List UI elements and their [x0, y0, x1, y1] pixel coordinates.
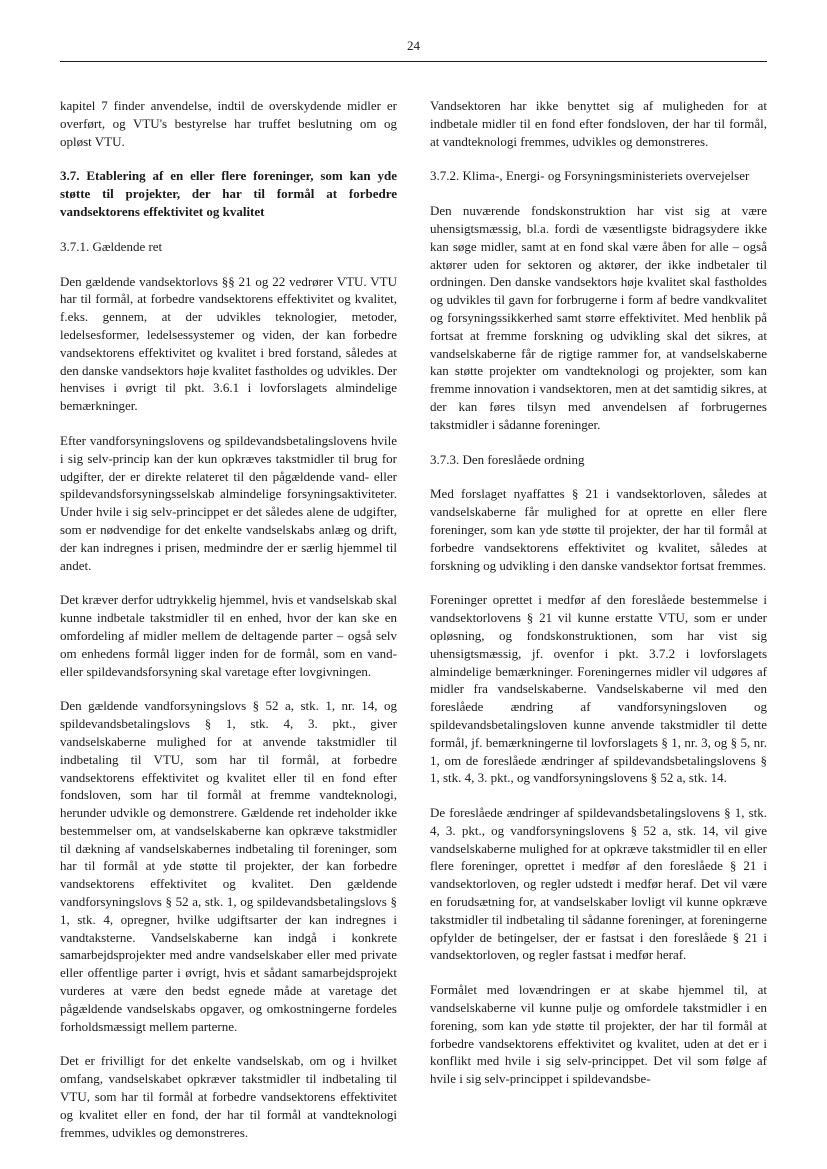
- paragraph: Den gældende vandsektorlovs §§ 21 og 22 vedrører VTU. VTU har til formål, at forbedre vandsektorens effektivitet og kvalitet, f.eks. gennem, at der udvikles teknologier, metoder, ledelsesformer, ledelsessystemer og viden, der kan forbedre vandsektorens effektivitet og kvalitet i bred forstand, således at den danske vandsektors høje kvalitet fastholdes og udvikles. Der henvises i øvrigt til pkt. 3.6.1 i lovforslagets almindelige bemærkninger.: [60, 273, 397, 414]
- paragraph: Den gældende vandforsyningslovs § 52 a, stk. 1, nr. 14, og spildevandsbetalingslovs § 1, stk. 4, 3. pkt., giver vandselskaberne mulighed for at anvende takstmidler til indbetaling til VTU, som har til formål, at forbedre vandsektorens effektivitet og kvalitet eller til en fond efter fondsloven, som har til formål at fremme vandteknologi, herunder udvikle og demonstrere. Gældende ret indeholder ikke bestemmelser om, at vandselskaberne kan opkræve takstmidler til dækning af vandselskabernes indbetaling til foreninger, som har til formål at yde støtte til projekter, der kan forbedre vandsektorens effektivitet og kvalitet. Den gældende vandforsyningslovs § 52 a, stk. 1, og spildevandsbetalingslovs § 1, stk. 4, opregner, hvilke udgiftsarter der kan indregnes i vandtaksterne. Vandselskaberne kan indgå i konkrete samarbejdsprojekter med andre vandselskaber eller med private eller offentlige parter i øvrigt, hvis et sådant samarbejdsprojekt vurderes at være den bedst egnede måde at varetage det pågældende vandselskabs opgaver, og omkostningerne fordeles forholdsmæssigt mellem parterne.: [60, 698, 397, 1034]
- paragraph: Den nuværende fondskonstruktion har vist sig at være uhensigtsmæssig, bl.a. fordi de væsentligste bidragsydere ikke kan søge midler, samt at en fond skal være åben for alle – også aktører uden for sektoren og aktører, der ikke indbetaler til ordningen. Den danske vandsektors høje kvalitet skal fastholdes og udvikles til gavn for forbrugerne i form af bedre vandkvalitet og forsyningssikkerhed samt større effektivitet. Med henblik på fortsat at fremme forskning og udvikling skal det sikres, at vandselskaberne får de rigtige rammer for, at vandselskaberne kan støtte projekter om vandteknologi og projekter, som kan fremme innovation i vandsektoren, men at det samtidig sikres, at der kan føres tilsyn med anvendelsen af forbrugernes takstmidler i sådanne foreninger.: [430, 203, 767, 432]
- subsection-heading-3-7-3: 3.7.3. Den foreslåede ordning: [430, 451, 585, 467]
- subsection-heading-3-7-2: 3.7.2. Klima-, Energi- og Forsyningsministeriets overvejelser: [430, 168, 750, 184]
- paragraph: De foreslåede ændringer af spildevandsbetalingslovens § 1, stk. 4, 3. pkt., og vandforsyningslovens § 52 a, stk. 14, vil give vandselskaberne mulighed for at opkræve takstmidler til en eller flere foreninger, oprettet i medfør af den foreslåede § 21 i vandsektorloven, og regler udstedt i medfør heraf. Det vil være en forudsætning for, at vandselskaber lovligt vil kunne opkræve takstmidler til indbetaling til sådanne foreninger, at foreningerne opfylder de betingelser, der er fastsat i den foreslåede § 21 i vandsektorloven, og regler fastsat i medfør heraf.: [430, 805, 767, 963]
- paragraph: Det er frivilligt for det enkelte vandselskab, om og i hvilket omfang, vandselskabet opkræver takstmidler til indbetaling til VTU, som har til formål at forbedre vandsektorens effektivitet og kvalitet eller en fond, der har til formål at vandteknologi fremmes, udvikles og demonstreres.: [60, 1053, 397, 1140]
- paragraph: kapitel 7 finder anvendelse, indtil de overskydende midler er overført, og VTU's bestyrelse har truffet beslutning om og opløst VTU.: [60, 98, 397, 149]
- subsection-heading-3-7-1: 3.7.1. Gældende ret: [60, 238, 163, 254]
- header-rule: [60, 61, 767, 62]
- left-column: [60, 97, 397, 1158]
- right-column: [430, 97, 767, 1105]
- paragraph: Det kræver derfor udtrykkelig hjemmel, hvis et vandselskab skal kunne indbetale takstmidler til en enhed, hvor der kan ske en omfordeling af midler mellem de deltagende parter – også selv om enhedens formål ligger inden for de formål, som en vand- eller spildevandsforsyning skal varetage efter lovgivningen.: [60, 592, 397, 679]
- page-number: 24: [407, 38, 420, 53]
- section-heading-3-7: 3.7. Etablering af en eller flere foreninger, som kan yde støtte til projekter, der har til formål at forbedre vandsektorens effektivitet og kvalitet: [60, 168, 397, 219]
- paragraph: Formålet med lovændringen er at skabe hjemmel til, at vandselskaberne vil kunne pulje og omfordele takstmidler i en forening, som kan yde støtte til projekter, der har til formål at forbedre vandsektorens effektivitet og kvalitet, uden at det er i konflikt med hvile i sig selv-princippet. Det vil som følge af hvile i sig selv-princippet i spildevandsbe-: [430, 982, 767, 1087]
- paragraph: Med forslaget nyaffattes § 21 i vandsektorloven, således at vandselskaberne får mulighed for at oprette en eller flere foreninger, som kan yde støtte til projekter, der har til formål at forbedre vandsektorens effektivitet og kvalitet, således at forskning og udvikling i den danske vandsektor fortsat fremmes.: [430, 486, 767, 573]
- paragraph: Efter vandforsyningslovens og spildevandsbetalingslovens hvile i sig selv-princip kan der kun opkræves takstmidler til brug for udgifter, der er direkte relateret til den pågældende vand- eller spildevandsforsyningsselskab almindelige forsyningsaktiviteter. Under hvile i sig selv-princippet er det således alene de udgifter, som er nødvendige for det enkelte vandselskabs anlæg og drift, der kan indregnes i prisen, medmindre der er særlig hjemmel til andet.: [60, 432, 397, 573]
- paragraph: Foreninger oprettet i medfør af den foreslåede bestemmelse i vandsektorlovens § 21 vil kunne erstatte VTU, som er under opløsning, og fondskonstruktionen, som har vist sig uhensigtsmæssig, jf. ovenfor i pkt. 3.7.2 i lovforslagets almindelige bemærkninger. Foreningernes midler vil udgøres af midler fra vandselskaberne. Vandselskaberne vil med den foreslåede ændring af vandforsyningsloven og spildevandsbetalingsloven kunne anvende takstmidler til dette formål, jf. bemærkningerne til lovforslagets § 1, nr. 3, og § 5, nr. 1, om de foreslåede ændringer af spildevandsbetalingslovens § 1, stk. 4, 3. pkt., og vandforsyningslovens § 52 a, stk. 14.: [430, 592, 767, 786]
- paragraph: Vandsektoren har ikke benyttet sig af muligheden for at indbetale midler til en fond efter fondsloven, der har til formål, at vandteknologi fremmes, udvikles og demonstreres.: [430, 98, 767, 149]
